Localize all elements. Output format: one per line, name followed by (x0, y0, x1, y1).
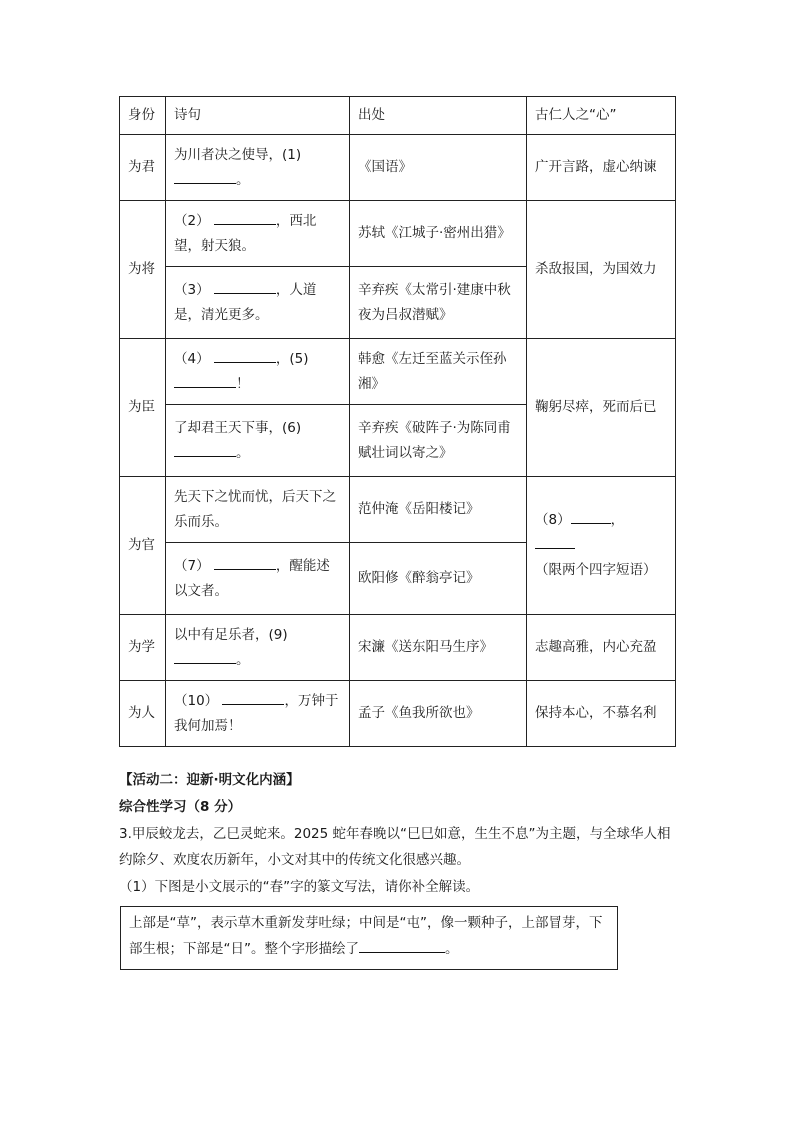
source-cell: 宋濂《送东阳马生序》 (350, 615, 527, 681)
answer-box (120, 906, 618, 970)
verse-text: ，(5) (275, 350, 309, 367)
verse-text: ，人道是，清光更多。 (174, 281, 317, 323)
answer-blank-10[interactable] (222, 690, 284, 705)
heart-cell: 志趣高雅，内心充盈 (527, 615, 676, 681)
role-cell: 为君 (120, 135, 166, 201)
role-cell: 为人 (120, 681, 166, 747)
verse-cell (166, 201, 350, 267)
source-cell: 欧阳修《醉翁亭记》 (350, 543, 527, 615)
source-cell: 苏轼《江城子·密州出猎》 (350, 201, 527, 267)
answer-blank-8a[interactable] (571, 509, 611, 524)
verse-text: ，万钟于我何加焉！ (174, 692, 339, 734)
heart-text: （8） (535, 512, 571, 528)
verse-text: 为川者决之使导，(1) (174, 146, 302, 163)
answer-blank-5[interactable] (174, 373, 236, 388)
verse-text: ，西北望，射天狼。 (174, 212, 317, 254)
header-source: 出处 (350, 97, 527, 135)
answer-blank-4[interactable] (214, 348, 276, 363)
verse-cell (166, 615, 350, 681)
heart-cell (527, 477, 676, 615)
source-cell: 《国语》 (350, 135, 527, 201)
verse-cell: 先天下之忧而忧，后天下之乐而乐。 (166, 477, 350, 543)
answer-blank-9[interactable] (174, 649, 236, 664)
role-cell: 为将 (120, 201, 166, 339)
header-role: 身份 (120, 97, 166, 135)
verse-text: 以中有足乐者，(9) (174, 626, 288, 643)
verse-text: 了却君王天下事，(6) (174, 419, 302, 436)
box-text-end: 。 (445, 941, 459, 957)
answer-blank-8b[interactable] (535, 534, 575, 549)
table-header-row (120, 97, 676, 135)
source-cell: 辛弃疾《太常引·建康中秋夜为吕叔潜赋》 (350, 267, 527, 339)
heart-text: ， (610, 512, 625, 528)
verse-text: 。 (236, 171, 250, 188)
verse-text: ！ (236, 375, 250, 392)
heart-note: （限两个四字短语） (535, 562, 657, 578)
heart-cell: 广开言路，虚心纳谏 (527, 135, 676, 201)
answer-blank-1[interactable] (174, 169, 236, 184)
table-row (120, 477, 676, 543)
table-row (120, 135, 676, 201)
box-text: 上部是“草”，表示草木重新发芽吐绿；中间是“屯”，像一颗种子，上部冒芽，下部生根；下部是“日”。整个字形描绘了 (129, 915, 603, 957)
source-cell: 范仲淹《岳阳楼记》 (350, 477, 527, 543)
table-row (120, 201, 676, 267)
verse-text: （4） (174, 350, 210, 367)
verse-cell (166, 135, 350, 201)
verse-text: （10） (174, 692, 219, 709)
heart-cell: 杀敌报国，为国效力 (527, 201, 676, 339)
answer-blank-7[interactable] (214, 555, 276, 570)
heart-cell: 鞠躬尽瘁，死而后已 (527, 339, 676, 477)
role-cell: 为官 (120, 477, 166, 615)
table-row (120, 615, 676, 681)
verse-text: 。 (236, 444, 250, 461)
verse-text: （7） (174, 557, 210, 574)
sub-question-1: （1）下图是小文展示的“春”字的篆文写法，请你补全解读。 (119, 879, 480, 895)
answer-blank-3[interactable] (214, 279, 276, 294)
verse-text: （2） (174, 212, 210, 229)
role-cell: 为学 (120, 615, 166, 681)
table-row (120, 339, 676, 405)
section-title: 综合性学习（8 分） (119, 799, 242, 815)
answer-blank-2[interactable] (214, 210, 276, 225)
verse-cell (166, 339, 350, 405)
verse-cell (166, 543, 350, 615)
verse-cell (166, 681, 350, 747)
role-cell: 为臣 (120, 339, 166, 477)
source-cell: 韩愈《左迁至蓝关示侄孙湘》 (350, 339, 527, 405)
verse-cell (166, 405, 350, 477)
header-heart: 古仁人之“心” (527, 97, 676, 135)
answer-blank-6[interactable] (174, 442, 236, 457)
source-cell: 辛弃疾《破阵子·为陈同甫赋壮词以寄之》 (350, 405, 527, 477)
answer-blank-box[interactable] (359, 938, 445, 953)
heart-cell: 保持本心，不慕名利 (527, 681, 676, 747)
verse-cell (166, 267, 350, 339)
table-row (120, 681, 676, 747)
source-cell: 孟子《鱼我所欲也》 (350, 681, 527, 747)
verse-text: （3） (174, 281, 210, 298)
verse-text: 。 (236, 651, 250, 668)
header-verse: 诗句 (166, 97, 350, 135)
activity-title: 【活动二：迎新·明文化内涵】 (119, 772, 300, 788)
verse-text: ，醒能述以文者。 (174, 557, 330, 599)
poem-table (119, 96, 676, 747)
question-3: 3.甲辰蛟龙去，乙巳灵蛇来。2025 蛇年春晚以“巳巳如意，生生不息”为主题，与全球华人相约除夕、欢度农历新年，小文对其中的传统文化很感兴趣。 (119, 826, 671, 868)
